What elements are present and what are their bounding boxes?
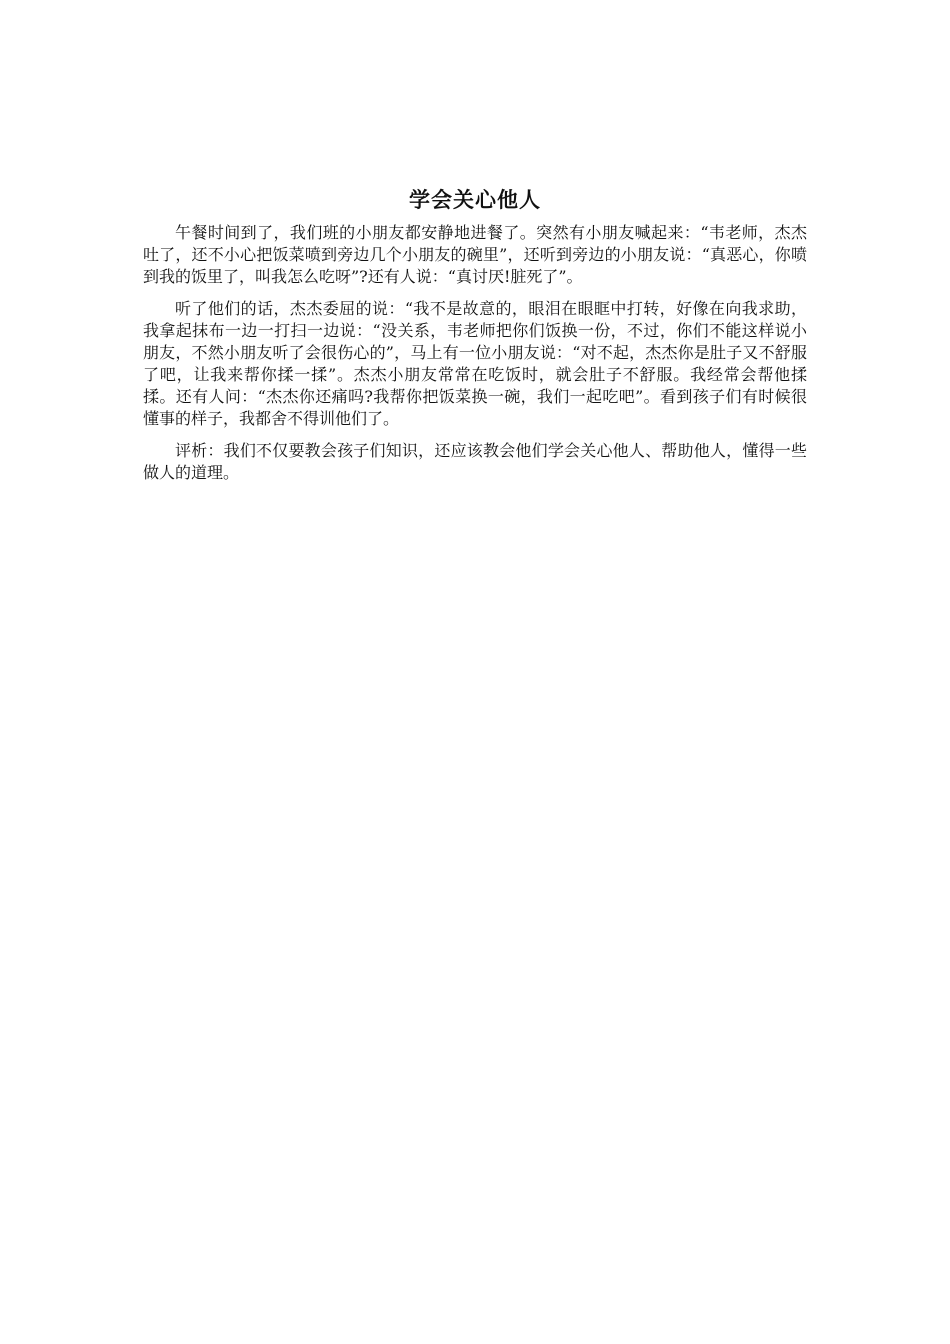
paragraph-story-response: 听了他们的话，杰杰委屈的说：“我不是故意的，眼泪在眼眶中打转，好像在向我求助，我拿起抹布一边一打扫一边说：“没关系，韦老师把你们饭换一份，不过，你们不能这样说小朋友，不然小朋友听了会很伤心的”，马上有一位小朋友说：“对不起，杰杰你是肚子又不舒服了吧，让我来帮你揉一揉”。杰杰小朋友常常在吃饭时，就会肚子不舒服。我经常会帮他揉揉。还有人问：“杰杰你还痛吗?我帮你把饭菜换一碗，我们一起吃吧”。看到孩子们有时候很懂事的样子，我都舍不得训他们了。 [143,299,807,428]
paragraph-story-opening: 午餐时间到了，我们班的小朋友都安静地进餐了。突然有小朋友喊起来：“韦老师，杰杰吐了，还不小心把饭菜喷到旁边几个小朋友的碗里”，还听到旁边的小朋友说：“真恶心，你喷到我的饭里了，叫我怎么吃呀”?还有人说：“真讨厌!脏死了”。 [143,223,807,286]
document-title: 学会关心他人 [409,188,541,212]
document-body [143,184,807,494]
paragraph-analysis: 评析：我们不仅要教会孩子们知识，还应该教会他们学会关心他人、帮助他人，懂得一些做人的道理。 [143,441,807,482]
